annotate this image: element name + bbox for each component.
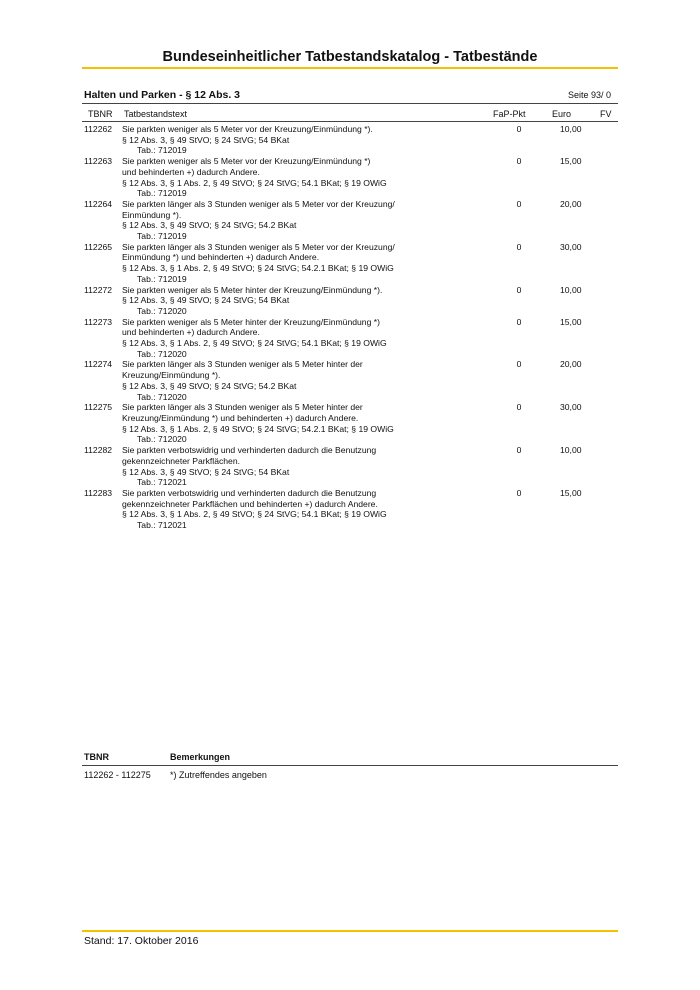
offense-description: Sie parkten länger als 3 Stunden weniger als 5 Meter hinter der xyxy=(122,402,363,413)
tab-reference: Tab.: 712020 xyxy=(137,434,187,445)
tab-reference: Tab.: 712020 xyxy=(137,305,187,316)
table-row xyxy=(0,199,700,242)
fap-points: 0 xyxy=(516,284,522,295)
fap-points: 0 xyxy=(516,156,522,167)
offense-table xyxy=(0,124,700,531)
footer-date: Stand: 17. Oktober 2016 xyxy=(84,935,199,947)
column-header-fv: FV xyxy=(600,109,612,119)
offense-description: gekennzeichneter Parkflächen. xyxy=(122,455,241,466)
offense-text xyxy=(122,242,427,285)
column-header-tbnr: TBNR xyxy=(88,109,113,119)
tab-reference: Tab.: 712020 xyxy=(137,348,187,359)
page-number: Seite 93/ 0 xyxy=(568,90,612,100)
offense-description: und behinderten +) dadurch Andere. xyxy=(122,166,260,177)
column-header-text: Tatbestandstext xyxy=(124,109,188,119)
remarks-rule xyxy=(82,765,618,766)
euro-amount: 10,00 xyxy=(560,124,582,134)
table-row xyxy=(0,445,700,488)
table-row xyxy=(0,317,700,360)
fap-points: 0 xyxy=(516,241,522,252)
table-row xyxy=(0,156,700,199)
tbnr-value: 112263 xyxy=(84,156,113,167)
tbnr-value: 112265 xyxy=(84,241,113,252)
tbnr-value: 112274 xyxy=(84,359,113,370)
euro-amount: 15,00 xyxy=(560,316,582,327)
table-row xyxy=(0,402,700,445)
title-rule xyxy=(82,67,618,69)
tbnr-value: 112262 xyxy=(84,124,113,134)
offense-text xyxy=(122,199,427,242)
offense-text xyxy=(122,124,427,156)
column-header-fap: FaP-Pkt xyxy=(493,109,526,119)
tab-reference: Tab.: 712021 xyxy=(137,477,187,488)
remarks-header-text: Bemerkungen xyxy=(170,752,231,762)
legal-references: § 12 Abs. 3, § 1 Abs. 2, § 49 StVO; § 24 StVG; 54.2.1 BKat; § 19 OWiG xyxy=(122,423,394,434)
offense-description: Sie parkten weniger als 5 Meter hinter der Kreuzung/Einmündung *) xyxy=(122,316,380,327)
legal-references: § 12 Abs. 3, § 1 Abs. 2, § 49 StVO; § 24 StVG; 54.1 BKat; § 19 OWiG xyxy=(122,177,387,188)
offense-text xyxy=(122,488,427,531)
offense-description: Einmündung *) und behinderten +) dadurch Andere. xyxy=(122,252,320,263)
offense-description: und behinderten +) dadurch Andere. xyxy=(122,327,260,338)
euro-amount: 20,00 xyxy=(560,198,582,209)
tab-reference: Tab.: 712019 xyxy=(137,273,187,284)
offense-text xyxy=(122,359,427,402)
euro-amount: 10,00 xyxy=(560,445,582,456)
tbnr-value: 112282 xyxy=(84,445,113,456)
footer-rule xyxy=(82,930,618,932)
tab-reference: Tab.: 712019 xyxy=(137,145,187,156)
tbnr-value: 112275 xyxy=(84,402,113,413)
offense-description: Sie parkten verbotswidrig und verhinderten dadurch die Benutzung xyxy=(122,445,377,456)
euro-amount: 15,00 xyxy=(560,156,582,167)
legal-references: § 12 Abs. 3, § 1 Abs. 2, § 49 StVO; § 24 StVG; 54.1 BKat; § 19 OWiG xyxy=(122,509,387,520)
tab-reference: Tab.: 712019 xyxy=(137,231,187,242)
tbnr-value: 112264 xyxy=(84,198,113,209)
fap-points: 0 xyxy=(516,445,522,456)
offense-text xyxy=(122,402,427,445)
tab-reference: Tab.: 712019 xyxy=(137,188,187,199)
euro-amount: 15,00 xyxy=(560,487,582,498)
page-title: Bundeseinheitlicher Tatbestandskatalog - Tatbestände xyxy=(162,49,538,65)
offense-text xyxy=(122,285,427,317)
fap-points: 0 xyxy=(516,124,522,134)
fap-points: 0 xyxy=(516,198,522,209)
legal-references: § 12 Abs. 3, § 49 StVO; § 24 StVG; 54.2 BKat xyxy=(122,220,297,231)
table-row xyxy=(0,285,700,317)
tbnr-value: 112272 xyxy=(84,284,113,295)
euro-amount: 20,00 xyxy=(560,359,582,370)
offense-description: Kreuzung/Einmündung *). xyxy=(122,370,221,381)
offense-description: Sie parkten weniger als 5 Meter vor der Kreuzung/Einmündung *). xyxy=(122,124,373,134)
table-row xyxy=(0,359,700,402)
legal-references: § 12 Abs. 3, § 1 Abs. 2, § 49 StVO; § 24 StVG; 54.2.1 BKat; § 19 OWiG xyxy=(122,263,394,274)
fap-points: 0 xyxy=(516,359,522,370)
legal-references: § 12 Abs. 3, § 49 StVO; § 24 StVG; 54 BKat xyxy=(122,295,290,306)
column-header-euro: Euro xyxy=(552,109,572,119)
legal-references: § 12 Abs. 3, § 49 StVO; § 24 StVG; 54 BKat xyxy=(122,134,290,145)
tbnr-value: 112283 xyxy=(84,487,113,498)
offense-text xyxy=(122,156,427,199)
offense-text xyxy=(122,445,427,488)
section-rule xyxy=(82,103,618,104)
euro-amount: 30,00 xyxy=(560,241,582,252)
euro-amount: 30,00 xyxy=(560,402,582,413)
tab-reference: Tab.: 712020 xyxy=(137,391,187,402)
legal-references: § 12 Abs. 3, § 49 StVO; § 24 StVG; 54 BKat xyxy=(122,466,290,477)
table-row xyxy=(0,242,700,285)
fap-points: 0 xyxy=(516,402,522,413)
offense-description: Einmündung *). xyxy=(122,209,182,220)
remark-range: 112262 - 112275 xyxy=(84,770,151,780)
section-title: Halten und Parken - § 12 Abs. 3 xyxy=(84,89,240,101)
fap-points: 0 xyxy=(516,316,522,327)
remarks-header-tbnr: TBNR xyxy=(84,752,109,762)
legal-references: § 12 Abs. 3, § 49 StVO; § 24 StVG; 54.2 BKat xyxy=(122,380,297,391)
offense-description: Sie parkten länger als 3 Stunden weniger als 5 Meter vor der Kreuzung/ xyxy=(122,198,395,209)
table-row xyxy=(0,488,700,531)
offense-description: Sie parkten verbotswidrig und verhinderten dadurch die Benutzung xyxy=(122,487,377,498)
offense-description: gekennzeichneter Parkflächen und behinderten +) dadurch Andere. xyxy=(122,498,378,509)
tbnr-value: 112273 xyxy=(84,316,113,327)
offense-description: Sie parkten weniger als 5 Meter vor der Kreuzung/Einmündung *) xyxy=(122,156,371,167)
offense-description: Kreuzung/Einmündung *) und behinderten +) dadurch Andere. xyxy=(122,412,359,423)
offense-description: Sie parkten länger als 3 Stunden weniger als 5 Meter hinter der xyxy=(122,359,363,370)
tab-reference: Tab.: 712021 xyxy=(137,520,187,531)
offense-description: Sie parkten länger als 3 Stunden weniger als 5 Meter vor der Kreuzung/ xyxy=(122,241,395,252)
remark-text: *) Zutreffendes angeben xyxy=(170,770,267,780)
fap-points: 0 xyxy=(516,487,522,498)
header-rule xyxy=(82,121,618,122)
euro-amount: 10,00 xyxy=(560,284,582,295)
offense-description: Sie parkten weniger als 5 Meter hinter der Kreuzung/Einmündung *). xyxy=(122,284,383,295)
table-row xyxy=(0,124,700,156)
legal-references: § 12 Abs. 3, § 1 Abs. 2, § 49 StVO; § 24 StVG; 54.1 BKat; § 19 OWiG xyxy=(122,338,387,349)
offense-text xyxy=(122,317,427,360)
